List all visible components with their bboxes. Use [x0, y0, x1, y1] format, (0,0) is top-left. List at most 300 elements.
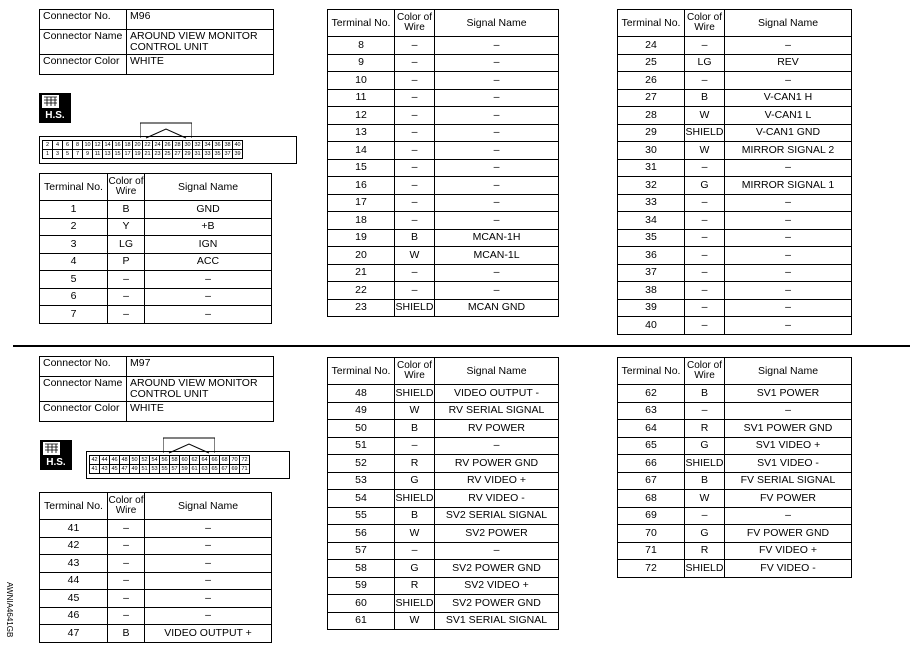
table-row — [618, 402, 852, 420]
connector-pin: 12 — [94, 142, 101, 148]
table-row — [328, 472, 559, 490]
signal-name-cell: – — [145, 572, 272, 590]
signal-name-cell: – — [435, 54, 559, 72]
connector-pin: 10 — [84, 142, 91, 148]
connector-no-value: M97 — [127, 357, 274, 377]
connector-pin: 30 — [184, 142, 191, 148]
table-row — [618, 89, 852, 107]
signal-name-cell: MIRROR SIGNAL 2 — [725, 142, 852, 160]
pin-grid-m96 — [42, 140, 243, 159]
signal-name-cell: – — [145, 537, 272, 555]
connector-pin: 52 — [141, 457, 148, 463]
table-row — [618, 124, 852, 142]
connector-pin: 34 — [204, 142, 211, 148]
table-row — [328, 177, 559, 195]
wire-color-cell: B — [685, 472, 725, 490]
wire-color-cell: R — [685, 420, 725, 438]
terminal-no-header: Terminal No. — [328, 358, 395, 385]
signal-name-cell: – — [435, 212, 559, 230]
wire-color-cell: W — [685, 142, 725, 160]
signal-name-cell: SV1 VIDEO - — [725, 455, 852, 473]
wire-color-cell: – — [685, 402, 725, 420]
terminal-no-cell: 28 — [618, 107, 685, 125]
table-row — [618, 212, 852, 230]
connector-pin: 32 — [194, 142, 201, 148]
wire-color-cell: SHIELD — [395, 385, 435, 403]
terminal-no-cell: 32 — [618, 177, 685, 195]
terminal-no-cell: 1 — [40, 201, 108, 219]
color-of-wire-header: Color of Wire — [108, 493, 145, 520]
wire-color-cell: R — [395, 577, 435, 595]
signal-name-cell: – — [145, 590, 272, 608]
signal-name-cell: – — [435, 264, 559, 282]
wire-color-cell: – — [108, 520, 145, 538]
table-row — [618, 525, 852, 543]
terminal-no-cell: 38 — [618, 282, 685, 300]
terminal-no-cell: 53 — [328, 472, 395, 490]
wire-color-cell: – — [108, 288, 145, 306]
signal-name-cell: ACC — [145, 253, 272, 271]
connector-diagram-m96 — [39, 136, 297, 164]
wire-color-cell: – — [685, 72, 725, 90]
connector-pin: 33 — [204, 151, 211, 157]
connector-color-value: WHITE — [127, 55, 274, 75]
terminal-no-cell: 37 — [618, 264, 685, 282]
terminal-no-cell: 26 — [618, 72, 685, 90]
wire-color-cell: – — [108, 306, 145, 324]
terminal-no-cell: 14 — [328, 142, 395, 160]
terminal-table-5 — [327, 357, 559, 630]
wire-color-cell: – — [395, 264, 435, 282]
terminal-no-cell: 2 — [40, 218, 108, 236]
connector-pin: 8 — [73, 141, 83, 150]
signal-name-cell: – — [435, 159, 559, 177]
signal-name-cell: VIDEO OUTPUT - — [435, 385, 559, 403]
wire-color-cell: SHIELD — [685, 124, 725, 142]
connector-pin: 25 — [164, 151, 171, 157]
connector-color-label: Connector Color — [40, 55, 127, 75]
table-row — [618, 142, 852, 160]
signal-name-cell: – — [435, 107, 559, 125]
terminal-no-cell: 27 — [618, 89, 685, 107]
table-row — [618, 472, 852, 490]
signal-name-cell: – — [435, 282, 559, 300]
connector-name-value: AROUND VIEW MONITOR CONTROL UNIT — [127, 30, 274, 55]
signal-name-cell: – — [435, 177, 559, 195]
signal-name-cell: – — [145, 520, 272, 538]
terminal-no-cell: 7 — [40, 306, 108, 324]
connector-pin: 27 — [174, 151, 181, 157]
wire-color-cell: W — [685, 107, 725, 125]
wire-color-cell: W — [395, 525, 435, 543]
terminal-no-cell: 3 — [40, 236, 108, 254]
terminal-no-cell: 35 — [618, 229, 685, 247]
table-row — [40, 625, 272, 643]
terminal-no-cell: 56 — [328, 525, 395, 543]
connector-pin: 51 — [141, 466, 148, 472]
wire-color-cell: G — [685, 525, 725, 543]
signal-name-cell: SV2 VIDEO + — [435, 577, 559, 595]
terminal-no-cell: 34 — [618, 212, 685, 230]
signal-name-cell: SV2 POWER GND — [435, 560, 559, 578]
connector-pin: 36 — [214, 142, 221, 148]
signal-name-cell: MCAN-1L — [435, 247, 559, 265]
table-row — [40, 555, 272, 573]
terminal-no-cell: 52 — [328, 455, 395, 473]
wire-color-cell: B — [395, 229, 435, 247]
signal-name-cell: – — [435, 194, 559, 212]
wire-color-cell: B — [395, 507, 435, 525]
table-row — [328, 542, 559, 560]
terminal-no-cell: 58 — [328, 560, 395, 578]
connector-pin: 6 — [63, 141, 73, 150]
table-row — [618, 229, 852, 247]
table-row — [40, 218, 272, 236]
signal-name-cell: RV POWER GND — [435, 455, 559, 473]
terminal-no-cell: 72 — [618, 560, 685, 578]
wire-color-cell: – — [108, 590, 145, 608]
terminal-no-cell: 44 — [40, 572, 108, 590]
table-row — [40, 520, 272, 538]
terminal-no-cell: 50 — [328, 420, 395, 438]
connector-pin: 24 — [154, 142, 161, 148]
table-row — [618, 264, 852, 282]
table-row — [328, 107, 559, 125]
connector-pin: 15 — [114, 151, 121, 157]
signal-name-cell: SV2 POWER GND — [435, 595, 559, 613]
connector-pin: 26 — [164, 142, 171, 148]
signal-name-cell: – — [145, 288, 272, 306]
wire-color-cell: – — [395, 212, 435, 230]
wire-color-cell: B — [108, 201, 145, 219]
connector-pin: 11 — [93, 150, 103, 159]
wire-color-cell: SHIELD — [685, 560, 725, 578]
terminal-no-cell: 57 — [328, 542, 395, 560]
terminal-no-cell: 11 — [328, 89, 395, 107]
signal-name-cell: – — [725, 72, 852, 90]
terminal-no-cell: 48 — [328, 385, 395, 403]
signal-name-cell: – — [725, 282, 852, 300]
signal-name-cell: MIRROR SIGNAL 1 — [725, 177, 852, 195]
wire-color-cell: – — [108, 607, 145, 625]
signal-name-cell: V-CAN1 H — [725, 89, 852, 107]
wire-color-cell: – — [395, 177, 435, 195]
signal-name-cell: GND — [145, 201, 272, 219]
wire-color-cell: – — [685, 282, 725, 300]
connector-pin: 9 — [83, 150, 93, 159]
color-of-wire-header: Color of Wire — [395, 10, 435, 37]
connector-pin: 28 — [174, 142, 181, 148]
connector-pin: 58 — [171, 457, 178, 463]
signal-name-cell: – — [725, 247, 852, 265]
wire-color-cell: – — [108, 572, 145, 590]
connector-latch — [163, 436, 215, 454]
terminal-no-cell: 46 — [40, 607, 108, 625]
wire-color-cell: R — [395, 455, 435, 473]
signal-name-cell: RV POWER — [435, 420, 559, 438]
signal-name-cell: – — [145, 271, 272, 289]
terminal-no-cell: 13 — [328, 124, 395, 142]
signal-name-header: Signal Name — [725, 358, 852, 385]
table-row — [328, 437, 559, 455]
table-row — [328, 577, 559, 595]
table-row — [618, 420, 852, 438]
wire-color-cell: – — [685, 159, 725, 177]
color-of-wire-header: Color of Wire — [685, 10, 725, 37]
signal-name-cell: – — [725, 194, 852, 212]
signal-name-cell: – — [725, 212, 852, 230]
terminal-no-cell: 70 — [618, 525, 685, 543]
signal-name-cell: – — [145, 555, 272, 573]
signal-name-cell: FV VIDEO - — [725, 560, 852, 578]
table-row — [618, 72, 852, 90]
terminal-table-2 — [327, 9, 559, 317]
wire-color-cell: LG — [685, 54, 725, 72]
terminal-no-cell: 31 — [618, 159, 685, 177]
connector-pin: 38 — [224, 142, 231, 148]
terminal-table-3 — [617, 9, 852, 335]
signal-name-cell: – — [435, 89, 559, 107]
terminal-no-cell: 8 — [328, 37, 395, 55]
connector-pin: 3 — [53, 150, 63, 159]
color-of-wire-header: Color of Wire — [395, 358, 435, 385]
connector-diagram-m97 — [86, 451, 290, 479]
connector-pin: 54 — [151, 457, 158, 463]
wire-color-cell: – — [108, 271, 145, 289]
wire-color-cell: W — [395, 247, 435, 265]
table-row — [328, 212, 559, 230]
signal-name-cell: – — [435, 542, 559, 560]
wire-color-cell: SHIELD — [395, 299, 435, 317]
signal-name-header: Signal Name — [145, 493, 272, 520]
wire-color-cell: – — [685, 299, 725, 317]
signal-name-cell: – — [725, 507, 852, 525]
wire-color-cell: – — [395, 194, 435, 212]
terminal-no-cell: 54 — [328, 490, 395, 508]
signal-name-cell: – — [725, 159, 852, 177]
wire-color-cell: G — [685, 437, 725, 455]
terminal-no-cell: 41 — [40, 520, 108, 538]
wire-color-cell: – — [395, 89, 435, 107]
table-row — [328, 89, 559, 107]
wire-color-cell: G — [685, 177, 725, 195]
terminal-no-cell: 67 — [618, 472, 685, 490]
table-row — [40, 607, 272, 625]
signal-name-cell: +B — [145, 218, 272, 236]
terminal-no-cell: 65 — [618, 437, 685, 455]
terminal-table-6 — [617, 357, 852, 578]
table-row — [618, 542, 852, 560]
table-row — [618, 317, 852, 335]
connector-latch — [140, 121, 192, 139]
wire-color-cell: – — [395, 142, 435, 160]
wire-color-cell: B — [108, 625, 145, 643]
terminal-no-cell: 23 — [328, 299, 395, 317]
terminal-no-cell: 36 — [618, 247, 685, 265]
terminal-no-cell: 30 — [618, 142, 685, 160]
table-row — [328, 490, 559, 508]
wire-color-cell: – — [395, 54, 435, 72]
table-row — [618, 455, 852, 473]
signal-name-cell: MCAN GND — [435, 299, 559, 317]
connector-no-value: M96 — [127, 10, 274, 30]
table-row — [618, 299, 852, 317]
connector-pin: 22 — [144, 142, 151, 148]
signal-name-header: Signal Name — [435, 358, 559, 385]
connector-pin: 21 — [144, 151, 151, 157]
terminal-no-header: Terminal No. — [40, 174, 108, 201]
terminal-no-cell: 40 — [618, 317, 685, 335]
signal-name-cell: SV1 VIDEO + — [725, 437, 852, 455]
connector-pin: 7 — [73, 150, 83, 159]
table-row — [328, 507, 559, 525]
wire-color-cell: B — [395, 420, 435, 438]
signal-name-cell: FV POWER GND — [725, 525, 852, 543]
terminal-no-header: Terminal No. — [40, 493, 108, 520]
table-row — [40, 590, 272, 608]
table-row — [618, 437, 852, 455]
table-row — [328, 37, 559, 55]
connector-pin: 1 — [43, 150, 53, 159]
signal-name-cell: MCAN-1H — [435, 229, 559, 247]
signal-name-cell: FV VIDEO + — [725, 542, 852, 560]
connector-name-label: Connector Name — [40, 377, 127, 402]
table-row — [328, 455, 559, 473]
signal-name-header: Signal Name — [435, 10, 559, 37]
signal-name-cell: – — [435, 124, 559, 142]
wire-color-cell: – — [395, 159, 435, 177]
connector-pin: 64 — [201, 457, 208, 463]
table-row — [40, 271, 272, 289]
color-of-wire-header: Color of Wire — [108, 174, 145, 201]
section-divider — [13, 345, 910, 347]
table-row — [618, 54, 852, 72]
connector-color-value: WHITE — [127, 402, 274, 422]
table-row — [328, 282, 559, 300]
connector-pin: 48 — [121, 457, 128, 463]
connector-pin: 17 — [124, 151, 131, 157]
connector-pin: 44 — [101, 457, 108, 463]
terminal-no-cell: 17 — [328, 194, 395, 212]
wire-color-cell: – — [685, 229, 725, 247]
terminal-no-cell: 69 — [618, 507, 685, 525]
wire-color-cell: – — [685, 247, 725, 265]
connector-pin: 47 — [121, 466, 128, 472]
table-row — [618, 177, 852, 195]
connector-pin: 29 — [184, 151, 191, 157]
terminal-no-cell: 29 — [618, 124, 685, 142]
wire-color-cell: – — [685, 194, 725, 212]
table-row — [618, 37, 852, 55]
terminal-no-header: Terminal No. — [618, 10, 685, 37]
table-row — [328, 560, 559, 578]
connector-pin: 70 — [231, 457, 238, 463]
table-row — [328, 612, 559, 630]
signal-name-header: Signal Name — [145, 174, 272, 201]
hs-icon — [40, 440, 72, 470]
signal-name-cell: – — [435, 142, 559, 160]
terminal-no-cell: 66 — [618, 455, 685, 473]
signal-name-cell: REV — [725, 54, 852, 72]
connector-pin: 59 — [181, 466, 188, 472]
connector-name-label: Connector Name — [40, 30, 127, 55]
signal-name-cell: SV1 POWER GND — [725, 420, 852, 438]
table-row — [618, 107, 852, 125]
table-row — [40, 537, 272, 555]
table-row — [40, 236, 272, 254]
pin-grid-m97 — [89, 455, 250, 474]
table-row — [40, 288, 272, 306]
wire-color-cell: Y — [108, 218, 145, 236]
terminal-no-cell: 51 — [328, 437, 395, 455]
connector-pin: 41 — [91, 466, 98, 472]
connector-pin: 20 — [134, 142, 141, 148]
signal-name-cell: RV VIDEO - — [435, 490, 559, 508]
terminal-no-cell: 45 — [40, 590, 108, 608]
terminal-no-cell: 60 — [328, 595, 395, 613]
connector-pin: 35 — [214, 151, 221, 157]
connector-pin: 72 — [241, 457, 248, 463]
table-row — [328, 402, 559, 420]
connector-pin: 43 — [101, 466, 108, 472]
connector-pin: 71 — [241, 466, 248, 472]
terminal-table-1 — [39, 173, 272, 324]
table-row — [40, 306, 272, 324]
table-row — [328, 194, 559, 212]
wire-color-cell: – — [395, 124, 435, 142]
connector-no-label: Connector No. — [40, 10, 127, 30]
signal-name-cell: RV SERIAL SIGNAL — [435, 402, 559, 420]
wire-color-cell: G — [395, 472, 435, 490]
wire-color-cell: – — [395, 107, 435, 125]
signal-name-header: Signal Name — [725, 10, 852, 37]
connector-pin: 4 — [53, 141, 63, 150]
terminal-no-cell: 16 — [328, 177, 395, 195]
terminal-no-cell: 12 — [328, 107, 395, 125]
connector-pin: 14 — [104, 142, 111, 148]
connector-info-m97 — [39, 356, 274, 422]
connector-pin: 5 — [63, 150, 73, 159]
terminal-no-cell: 71 — [618, 542, 685, 560]
wire-color-cell: B — [685, 385, 725, 403]
wire-color-cell: W — [685, 490, 725, 508]
connector-pin: 18 — [124, 142, 131, 148]
connector-pin: 55 — [161, 466, 168, 472]
wire-color-cell: – — [685, 264, 725, 282]
table-row — [328, 124, 559, 142]
hs-label: H.S. — [40, 457, 72, 469]
wire-color-cell: SHIELD — [395, 490, 435, 508]
wire-color-cell: SHIELD — [685, 455, 725, 473]
table-row — [328, 385, 559, 403]
terminal-no-cell: 68 — [618, 490, 685, 508]
terminal-no-cell: 59 — [328, 577, 395, 595]
connector-pin: 13 — [104, 151, 111, 157]
connector-pin: 60 — [181, 457, 188, 463]
table-row — [328, 299, 559, 317]
terminal-no-cell: 6 — [40, 288, 108, 306]
signal-name-cell: V-CAN1 GND — [725, 124, 852, 142]
terminal-no-cell: 4 — [40, 253, 108, 271]
terminal-no-cell: 20 — [328, 247, 395, 265]
table-row — [328, 264, 559, 282]
table-row — [618, 507, 852, 525]
terminal-no-cell: 18 — [328, 212, 395, 230]
signal-name-cell: – — [725, 299, 852, 317]
connector-pin: 2 — [43, 141, 53, 150]
terminal-no-cell: 62 — [618, 385, 685, 403]
terminal-no-cell: 43 — [40, 555, 108, 573]
